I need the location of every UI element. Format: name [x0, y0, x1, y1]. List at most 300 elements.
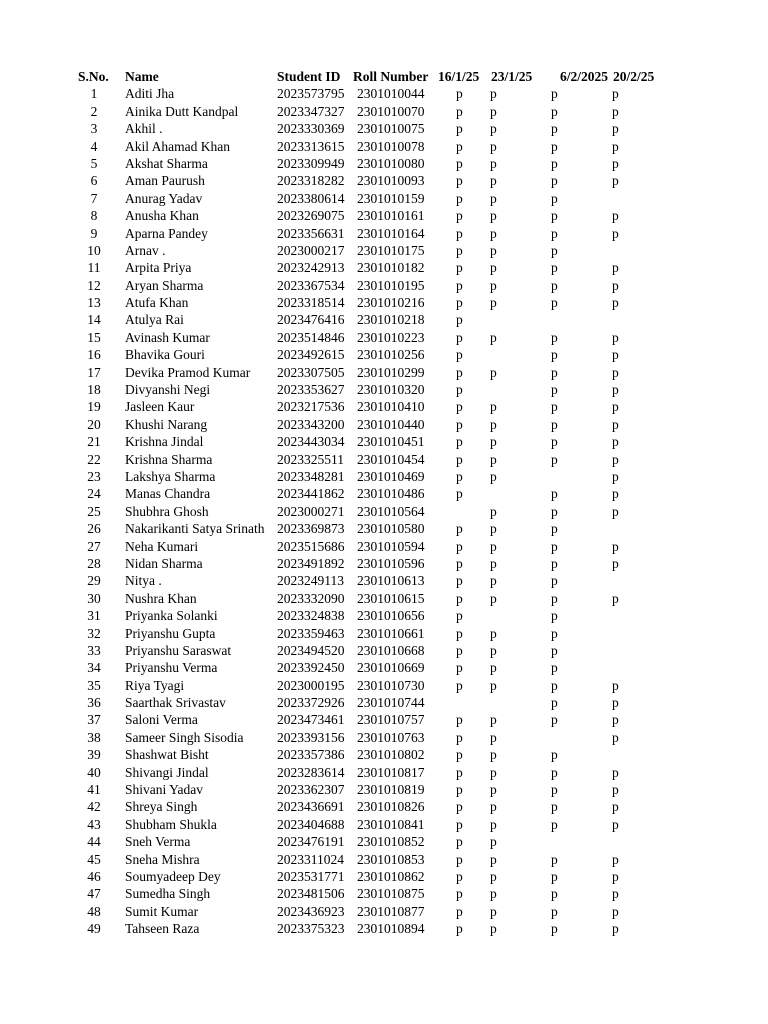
cell-date-2: p	[490, 434, 497, 450]
cell-name: Priyanshu Verma	[125, 660, 218, 676]
table-row	[0, 103, 768, 120]
cell-sno: 49	[87, 921, 101, 937]
cell-student-id: 2023357386	[277, 747, 345, 763]
cell-roll-number: 2301010668	[357, 642, 425, 658]
cell-name: Shubham Shukla	[125, 816, 217, 832]
cell-date-3: p	[551, 764, 558, 780]
cell-student-id: 2023380614	[277, 190, 345, 206]
cell-date-1: p	[456, 86, 463, 102]
cell-date-2: p	[490, 451, 497, 467]
cell-roll-number: 2301010564	[357, 503, 425, 519]
cell-date-3: p	[551, 190, 558, 206]
cell-student-id: 2023443034	[277, 434, 345, 450]
cell-roll-number: 2301010469	[357, 468, 425, 484]
cell-date-1: p	[456, 555, 463, 571]
cell-name: Tahseen Raza	[125, 921, 200, 937]
cell-date-4: p	[612, 295, 619, 311]
cell-roll-number: 2301010223	[357, 329, 425, 345]
cell-student-id: 2023324838	[277, 608, 345, 624]
cell-date-2: p	[490, 329, 497, 345]
cell-roll-number: 2301010875	[357, 886, 425, 902]
cell-student-id: 2023283614	[277, 764, 345, 780]
cell-date-3: p	[551, 608, 558, 624]
cell-date-1: p	[456, 851, 463, 867]
cell-date-1: p	[456, 886, 463, 902]
cell-date-4: p	[612, 921, 619, 937]
cell-sno: 25	[87, 503, 101, 519]
cell-name: Devika Pramod Kumar	[125, 364, 251, 380]
cell-name: Avinash Kumar	[125, 329, 210, 345]
cell-student-id: 2023436923	[277, 903, 345, 919]
cell-date-1: p	[456, 434, 463, 450]
cell-date-3: p	[551, 434, 558, 450]
cell-sno: 4	[90, 138, 98, 154]
cell-date-1: p	[456, 799, 463, 815]
cell-sno: 8	[90, 208, 98, 224]
table-row	[0, 729, 768, 746]
cell-date-4: p	[612, 782, 619, 798]
cell-date-3: p	[551, 329, 558, 345]
table-row	[0, 520, 768, 537]
cell-sno: 6	[90, 173, 98, 189]
cell-date-1: p	[456, 729, 463, 745]
cell-date-1: p	[456, 121, 463, 137]
cell-roll-number: 2301010044	[357, 86, 425, 102]
cell-sno: 34	[87, 660, 101, 676]
cell-date-3: p	[551, 86, 558, 102]
cell-date-4: p	[612, 886, 619, 902]
table-row	[0, 451, 768, 468]
cell-roll-number: 2301010486	[357, 486, 425, 502]
cell-date-3: p	[551, 121, 558, 137]
cell-roll-number: 2301010669	[357, 660, 425, 676]
table-row	[0, 503, 768, 520]
cell-date-3: p	[551, 173, 558, 189]
cell-date-3: p	[551, 503, 558, 519]
cell-name: Shashwat Bisht	[125, 747, 209, 763]
cell-date-1: p	[456, 538, 463, 554]
cell-date-2: p	[490, 208, 497, 224]
cell-name: Ainika Dutt Kandpal	[125, 103, 239, 119]
cell-date-2: p	[490, 555, 497, 571]
cell-sno: 22	[87, 451, 101, 467]
cell-date-2: p	[490, 712, 497, 728]
cell-student-id: 2023393156	[277, 729, 345, 745]
cell-roll-number: 2301010826	[357, 799, 425, 815]
cell-date-1: p	[456, 347, 463, 363]
cell-date-3: p	[551, 347, 558, 363]
cell-name: Nushra Khan	[125, 590, 197, 606]
cell-date-2: p	[490, 364, 497, 380]
table-row	[0, 259, 768, 276]
cell-date-4: p	[612, 486, 619, 502]
cell-date-4: p	[612, 382, 619, 398]
cell-student-id: 2023359463	[277, 625, 345, 641]
cell-date-2: p	[490, 190, 497, 206]
cell-name: Shreya Singh	[125, 799, 198, 815]
cell-student-id: 2023269075	[277, 208, 345, 224]
cell-roll-number: 2301010862	[357, 868, 425, 884]
table-row	[0, 381, 768, 398]
cell-date-3: p	[551, 625, 558, 641]
table-row	[0, 590, 768, 607]
cell-roll-number: 2301010320	[357, 382, 425, 398]
cell-date-2: p	[490, 260, 497, 276]
cell-roll-number: 2301010594	[357, 538, 425, 554]
table-row	[0, 798, 768, 815]
cell-name: Krishna Sharma	[125, 451, 213, 467]
cell-date-2: p	[490, 816, 497, 832]
cell-sno: 16	[87, 347, 101, 363]
table-row	[0, 433, 768, 450]
cell-name: Arnav .	[125, 242, 166, 258]
attendance-sheet	[0, 68, 768, 938]
cell-date-2: p	[490, 903, 497, 919]
cell-date-2: p	[490, 660, 497, 676]
cell-name: Saarthak Srivastav	[125, 695, 226, 711]
table-row	[0, 885, 768, 902]
table-row	[0, 242, 768, 259]
table-row	[0, 120, 768, 137]
cell-roll-number: 2301010078	[357, 138, 425, 154]
cell-roll-number: 2301010615	[357, 590, 425, 606]
cell-roll-number: 2301010070	[357, 103, 425, 119]
cell-name: Shivani Yadav	[125, 782, 204, 798]
cell-name: Aryan Sharma	[125, 277, 204, 293]
cell-sno: 44	[87, 834, 101, 850]
cell-date-4: p	[612, 816, 619, 832]
cell-student-id: 2023217536	[277, 399, 345, 415]
cell-date-2: p	[490, 468, 497, 484]
cell-date-4: p	[612, 121, 619, 137]
cell-roll-number: 2301010451	[357, 434, 425, 450]
cell-date-2: p	[490, 868, 497, 884]
cell-date-1: p	[456, 138, 463, 154]
cell-roll-number: 2301010744	[357, 695, 425, 711]
table-row	[0, 468, 768, 485]
cell-date-4: p	[612, 538, 619, 554]
table-row	[0, 364, 768, 381]
table-row	[0, 781, 768, 798]
cell-sno: 35	[87, 677, 101, 693]
cell-date-4: p	[612, 799, 619, 815]
cell-student-id: 2023404688	[277, 816, 345, 832]
table-row	[0, 764, 768, 781]
cell-date-1: p	[456, 642, 463, 658]
cell-sno: 23	[87, 468, 101, 484]
table-row	[0, 294, 768, 311]
cell-date-4: p	[612, 138, 619, 154]
cell-date-1: p	[456, 747, 463, 763]
table-row	[0, 172, 768, 189]
table-row	[0, 416, 768, 433]
cell-date-2: p	[490, 295, 497, 311]
cell-date-4: p	[612, 364, 619, 380]
cell-name: Soumyadeep Dey	[125, 868, 221, 884]
cell-sno: 7	[90, 190, 98, 206]
table-row	[0, 155, 768, 172]
table-row	[0, 225, 768, 242]
cell-student-id: 2023343200	[277, 416, 345, 432]
cell-student-id: 2023318282	[277, 173, 345, 189]
cell-sno: 17	[87, 364, 101, 380]
cell-date-2: p	[490, 277, 497, 293]
cell-sno: 36	[87, 695, 101, 711]
cell-date-2: p	[490, 416, 497, 432]
cell-date-2: p	[490, 851, 497, 867]
cell-date-3: p	[551, 677, 558, 693]
cell-sno: 32	[87, 625, 101, 641]
cell-student-id: 2023441862	[277, 486, 345, 502]
cell-student-id: 2023436691	[277, 799, 345, 815]
cell-date-3: p	[551, 486, 558, 502]
table-row	[0, 659, 768, 676]
table-row	[0, 642, 768, 659]
cell-name: Priyanka Solanki	[125, 608, 218, 624]
cell-date-4: p	[612, 903, 619, 919]
cell-sno: 9	[90, 225, 98, 241]
cell-student-id: 2023372926	[277, 695, 345, 711]
cell-date-3: p	[551, 712, 558, 728]
cell-date-2: p	[490, 642, 497, 658]
cell-name: Priyanshu Saraswat	[125, 642, 232, 658]
cell-roll-number: 2301010802	[357, 747, 425, 763]
cell-student-id: 2023000217	[277, 242, 345, 258]
cell-date-1: p	[456, 312, 463, 328]
cell-student-id: 2023491892	[277, 555, 345, 571]
cell-student-id: 2023330369	[277, 121, 345, 137]
table-row	[0, 485, 768, 502]
cell-date-2: p	[490, 764, 497, 780]
cell-date-1: p	[456, 295, 463, 311]
cell-date-1: p	[456, 712, 463, 728]
cell-date-2: p	[490, 677, 497, 693]
cell-date-1: p	[456, 208, 463, 224]
cell-date-3: p	[551, 642, 558, 658]
cell-date-3: p	[551, 242, 558, 258]
cell-roll-number: 2301010661	[357, 625, 425, 641]
cell-student-id: 2023531771	[277, 868, 345, 884]
cell-sno: 31	[87, 608, 101, 624]
cell-date-1: p	[456, 921, 463, 937]
table-body	[0, 85, 768, 937]
cell-date-4: p	[612, 399, 619, 415]
cell-date-3: p	[551, 555, 558, 571]
cell-date-2: p	[490, 521, 497, 537]
cell-date-1: p	[456, 416, 463, 432]
cell-date-1: p	[456, 399, 463, 415]
cell-date-3: p	[551, 295, 558, 311]
cell-name: Atufa Khan	[125, 295, 189, 311]
cell-student-id: 2023515686	[277, 538, 345, 554]
cell-date-3: p	[551, 382, 558, 398]
table-row	[0, 677, 768, 694]
cell-name: Sneh Verma	[125, 834, 191, 850]
cell-sno: 46	[87, 868, 101, 884]
table-row	[0, 329, 768, 346]
cell-name: Riya Tyagi	[125, 677, 185, 693]
cell-name: Aditi Jha	[125, 86, 175, 102]
cell-student-id: 2023492615	[277, 347, 345, 363]
cell-sno: 11	[87, 260, 101, 276]
cell-sno: 10	[87, 242, 101, 258]
cell-student-id: 2023348281	[277, 468, 345, 484]
cell-student-id: 2023481506	[277, 886, 345, 902]
table-row	[0, 694, 768, 711]
cell-roll-number: 2301010841	[357, 816, 425, 832]
cell-date-2: p	[490, 625, 497, 641]
cell-date-2: p	[490, 121, 497, 137]
cell-date-2: p	[490, 799, 497, 815]
header-roll-number: Roll Number	[353, 69, 429, 84]
cell-name: Khushi Narang	[125, 416, 208, 432]
table-row	[0, 903, 768, 920]
cell-date-4: p	[612, 155, 619, 171]
cell-student-id: 2023476416	[277, 312, 345, 328]
cell-date-1: p	[456, 625, 463, 641]
cell-date-2: p	[490, 921, 497, 937]
cell-date-1: p	[456, 260, 463, 276]
cell-name: Anusha Khan	[125, 208, 199, 224]
cell-roll-number: 2301010182	[357, 260, 425, 276]
cell-date-3: p	[551, 451, 558, 467]
cell-date-4: p	[612, 468, 619, 484]
cell-date-1: p	[456, 486, 463, 502]
cell-name: Shivangi Jindal	[125, 764, 209, 780]
table-row	[0, 572, 768, 589]
cell-student-id: 2023307505	[277, 364, 345, 380]
table-row	[0, 398, 768, 415]
cell-roll-number: 2301010216	[357, 295, 425, 311]
cell-date-2: p	[490, 155, 497, 171]
cell-sno: 41	[87, 782, 101, 798]
cell-sno: 18	[87, 382, 101, 398]
cell-student-id: 2023514846	[277, 329, 345, 345]
cell-date-4: p	[612, 503, 619, 519]
cell-name: Jasleen Kaur	[125, 399, 195, 415]
cell-date-3: p	[551, 225, 558, 241]
cell-sno: 5	[90, 155, 98, 171]
cell-date-1: p	[456, 521, 463, 537]
table-row	[0, 190, 768, 207]
cell-date-3: p	[551, 799, 558, 815]
cell-date-4: p	[612, 451, 619, 467]
cell-date-2: p	[490, 747, 497, 763]
cell-roll-number: 2301010894	[357, 921, 425, 937]
cell-date-1: p	[456, 190, 463, 206]
cell-student-id: 2023332090	[277, 590, 345, 606]
header-student-id: Student ID	[277, 69, 341, 84]
header-sno: S.No.	[78, 69, 109, 84]
cell-sno: 2	[90, 103, 98, 119]
cell-date-4: p	[612, 173, 619, 189]
cell-date-1: p	[456, 573, 463, 589]
table-row	[0, 277, 768, 294]
cell-name: Bhavika Gouri	[125, 347, 205, 363]
cell-date-4: p	[612, 764, 619, 780]
cell-student-id: 2023309949	[277, 155, 345, 171]
cell-roll-number: 2301010763	[357, 729, 425, 745]
cell-date-4: p	[612, 103, 619, 119]
table-row	[0, 85, 768, 102]
table-row	[0, 538, 768, 555]
cell-date-1: p	[456, 329, 463, 345]
cell-student-id: 2023356631	[277, 225, 345, 241]
table-row	[0, 207, 768, 224]
cell-date-1: p	[456, 277, 463, 293]
header-date-3: 6/2/2025	[560, 69, 609, 84]
cell-student-id: 2023318514	[277, 295, 345, 311]
cell-name: Shubhra Ghosh	[125, 503, 209, 519]
cell-date-4: p	[612, 416, 619, 432]
cell-name: Lakshya Sharma	[125, 468, 216, 484]
table-row	[0, 816, 768, 833]
cell-sno: 43	[87, 816, 101, 832]
cell-date-3: p	[551, 260, 558, 276]
cell-sno: 47	[87, 886, 101, 902]
cell-student-id: 2023249113	[277, 573, 344, 589]
cell-student-id: 2023369873	[277, 521, 345, 537]
cell-date-3: p	[551, 868, 558, 884]
cell-student-id: 2023000195	[277, 677, 345, 693]
cell-name: Arpita Priya	[125, 260, 192, 276]
cell-date-2: p	[490, 399, 497, 415]
cell-student-id: 2023325511	[277, 451, 344, 467]
cell-date-4: p	[612, 677, 619, 693]
cell-sno: 45	[87, 851, 101, 867]
cell-roll-number: 2301010596	[357, 555, 425, 571]
cell-date-1: p	[456, 468, 463, 484]
cell-roll-number: 2301010440	[357, 416, 425, 432]
cell-date-4: p	[612, 555, 619, 571]
cell-name: Nakarikanti Satya Srinath	[125, 521, 265, 537]
cell-date-1: p	[456, 903, 463, 919]
cell-sno: 21	[87, 434, 101, 450]
cell-roll-number: 2301010075	[357, 121, 425, 137]
cell-date-4: p	[612, 208, 619, 224]
cell-date-2: p	[490, 834, 497, 850]
cell-date-1: p	[456, 103, 463, 119]
cell-date-3: p	[551, 521, 558, 537]
cell-student-id: 2023573795	[277, 86, 345, 102]
cell-sno: 3	[90, 121, 98, 137]
cell-student-id: 2023347327	[277, 103, 345, 119]
cell-sno: 24	[87, 486, 101, 502]
cell-date-1: p	[456, 660, 463, 676]
cell-name: Atulya Rai	[125, 312, 184, 328]
cell-date-4: p	[612, 868, 619, 884]
cell-date-1: p	[456, 608, 463, 624]
cell-sno: 27	[87, 538, 101, 554]
cell-date-4: p	[612, 277, 619, 293]
cell-student-id: 2023473461	[277, 712, 345, 728]
cell-name: Neha Kumari	[125, 538, 199, 554]
header-row	[0, 68, 768, 85]
cell-date-3: p	[551, 364, 558, 380]
cell-roll-number: 2301010164	[357, 225, 425, 241]
cell-student-id: 2023362307	[277, 782, 345, 798]
cell-date-2: p	[490, 590, 497, 606]
cell-sno: 12	[87, 277, 101, 293]
cell-name: Krishna Jindal	[125, 434, 204, 450]
cell-date-4: p	[612, 225, 619, 241]
cell-date-3: p	[551, 782, 558, 798]
cell-date-3: p	[551, 590, 558, 606]
table-row	[0, 868, 768, 885]
cell-name: Sumedha Singh	[125, 886, 211, 902]
table-row	[0, 625, 768, 642]
cell-name: Anurag Yadav	[125, 190, 203, 206]
